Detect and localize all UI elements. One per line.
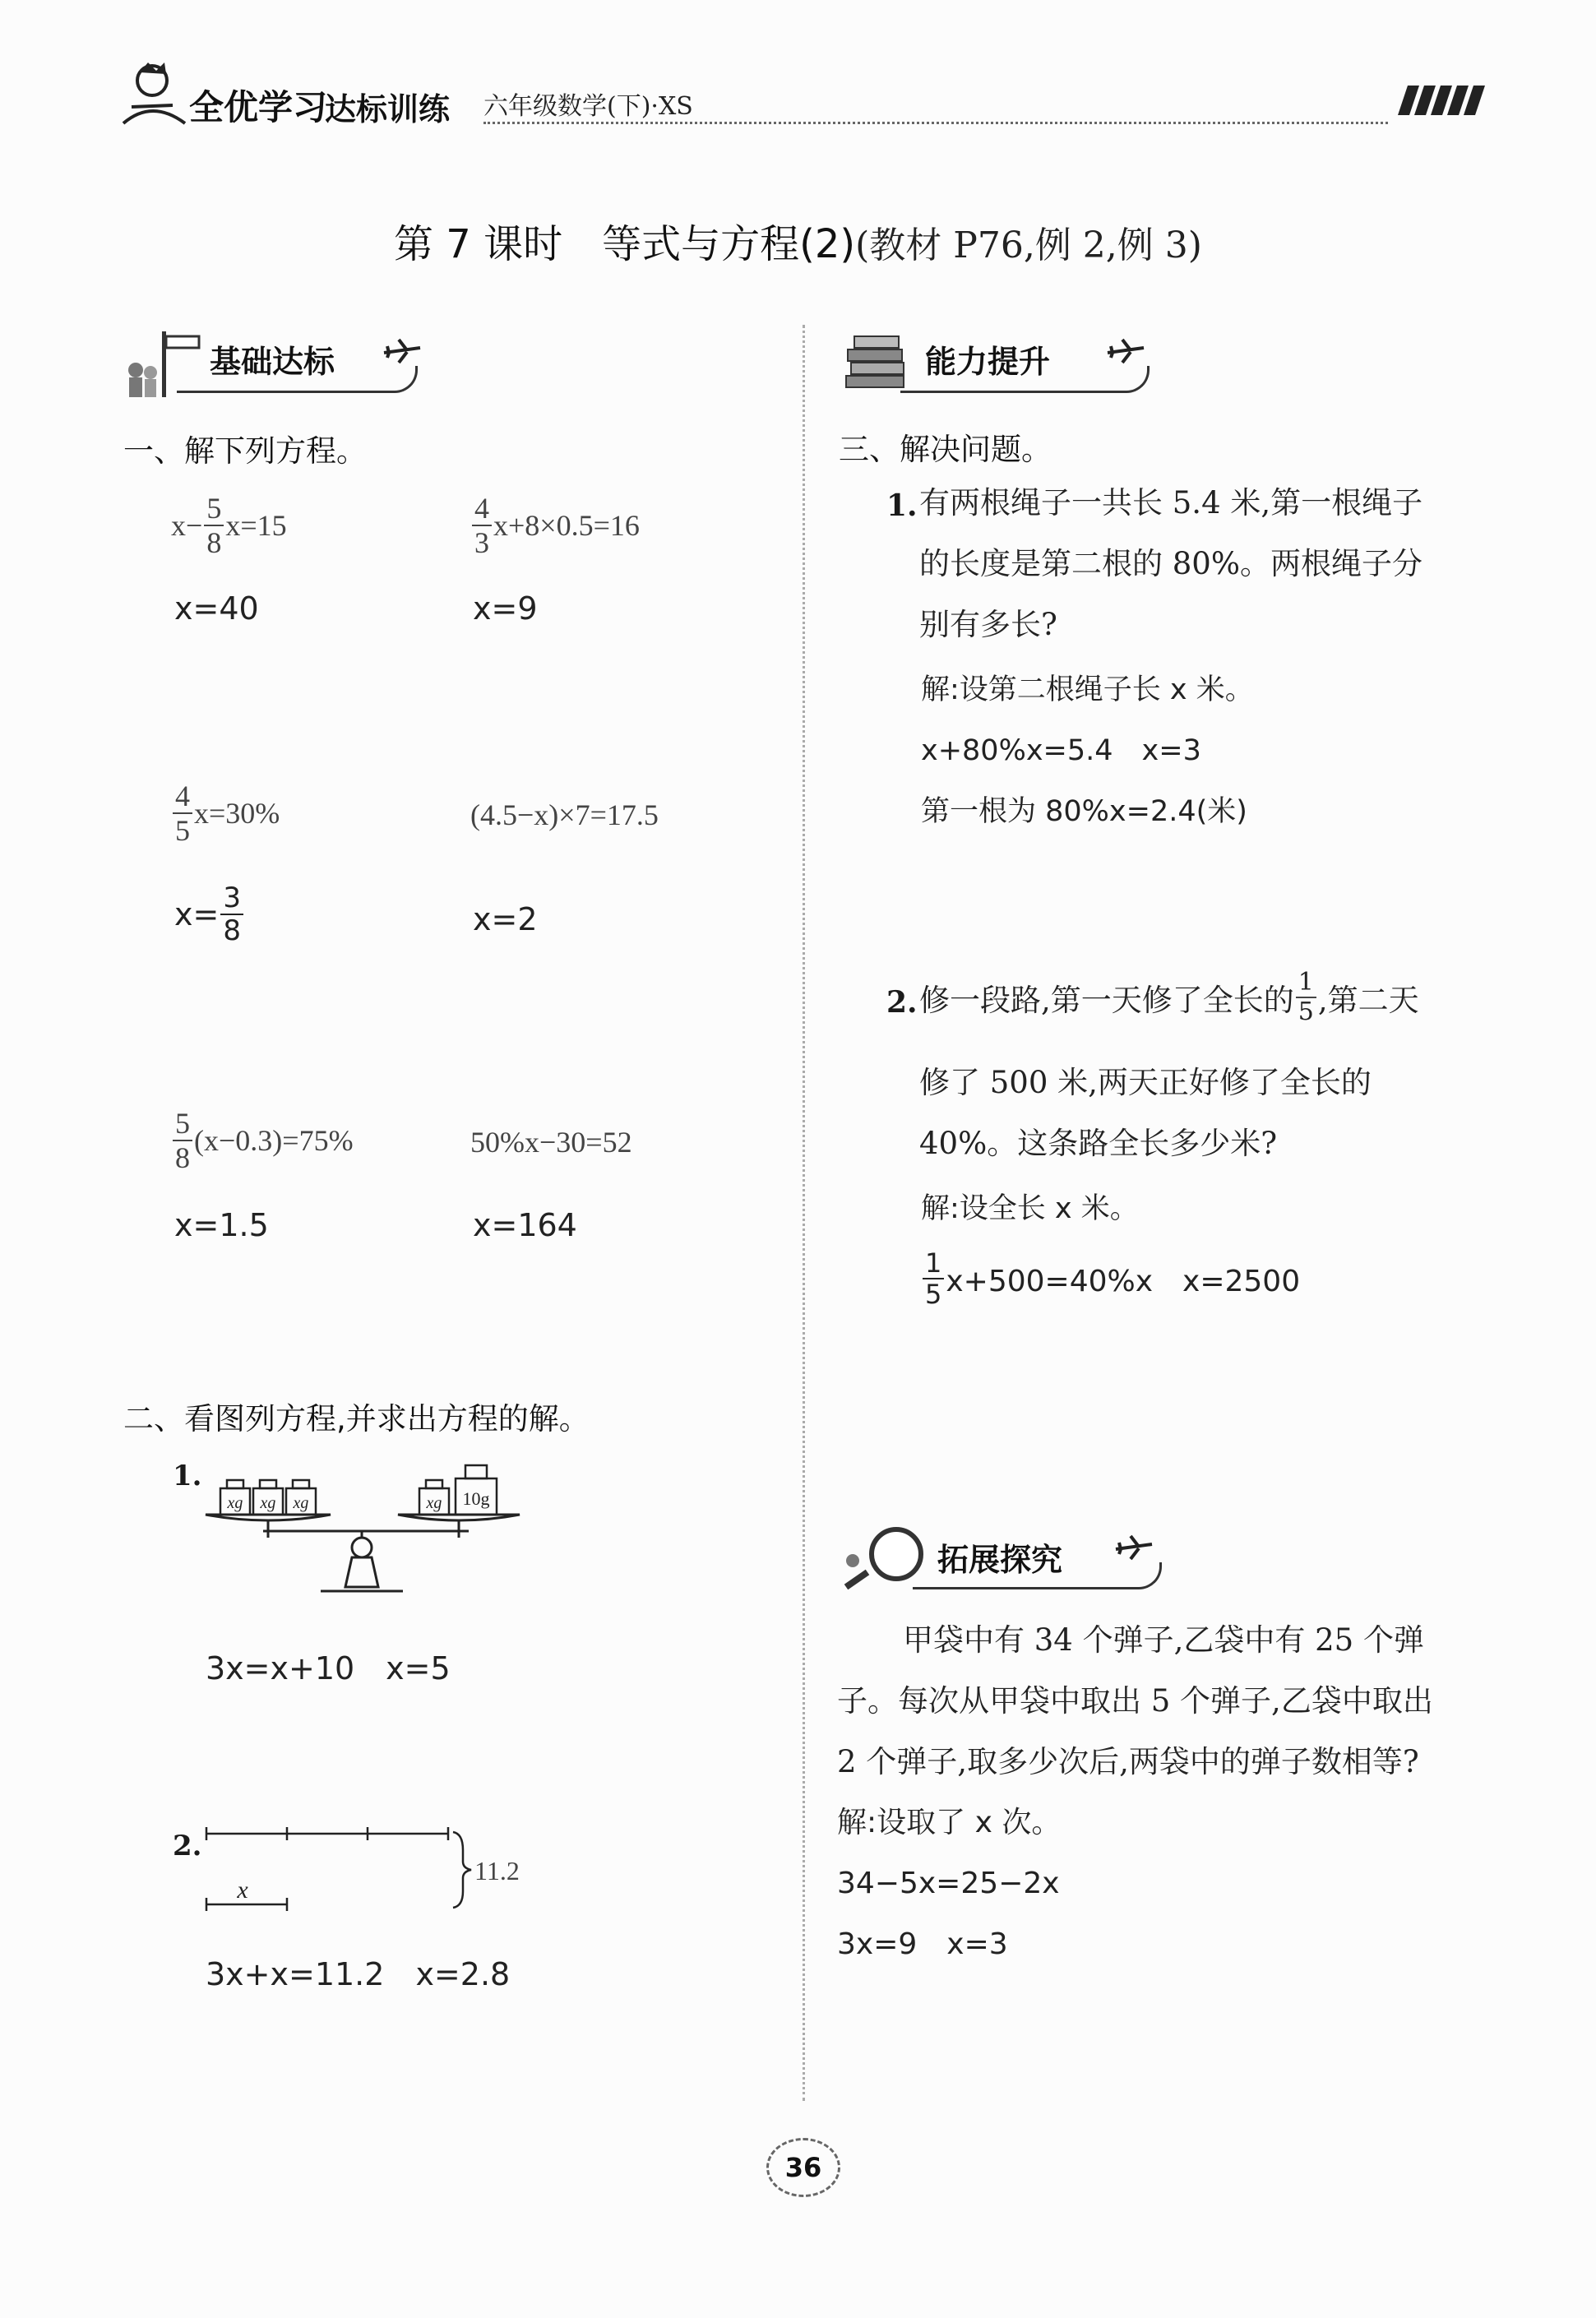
answer-1: x=40 xyxy=(174,590,259,627)
weight-left-1: xg xyxy=(227,1494,243,1512)
page-number: 36 xyxy=(784,2152,822,2183)
column-divider xyxy=(803,325,805,2101)
part2-heading: 二、看图列方程,并求出方程的解。 xyxy=(123,1401,590,1437)
section-badge-basic xyxy=(119,325,432,399)
answer-5: x=1.5 xyxy=(174,1207,269,1243)
title-ref: (教材 P76,例 2,例 3) xyxy=(855,224,1202,266)
eq1-fraction: $\frac{5}{8}$ xyxy=(204,493,224,558)
solution-line: 34−5x=25−2x xyxy=(837,1867,1060,1900)
part3-q1-label: 1. xyxy=(886,488,918,523)
solution-line: 3x=9 x=3 xyxy=(837,1927,1008,1961)
text-line: 甲袋中有 34 个弹子,乙袋中有 25 个弹 xyxy=(903,1622,1424,1658)
plane-icon xyxy=(1114,1531,1155,1564)
answer-6: x=164 xyxy=(473,1207,577,1243)
part3-q1-text xyxy=(919,473,1423,655)
plane-icon xyxy=(382,335,423,368)
equation-5 xyxy=(171,1108,354,1173)
line-segment-figure xyxy=(201,1817,547,1924)
sol2-fraction: $\frac{1}{5}$ xyxy=(923,1250,944,1307)
part3-q2-line1: 修一段路,第一天修了全长的 $\frac{1}{5}$ ,第二天 xyxy=(919,968,1419,1026)
section-title-extend: 拓展探究 xyxy=(937,1542,1063,1578)
series-name: 达标训练 xyxy=(325,91,451,127)
extend-solution xyxy=(837,1793,1061,1975)
eq1-post: x=15 xyxy=(225,509,287,542)
eq1-pre: x− xyxy=(171,509,203,542)
title-main: 第 7 课时 等式与方程(2) xyxy=(394,221,856,267)
page-title xyxy=(0,212,1596,269)
solution-line: 第一根为 80%x=2.4(米) xyxy=(921,795,1247,828)
q2-fraction: $\frac{1}{5}$ xyxy=(1296,970,1316,1025)
solution-line: 解:设第二根绳子长 x 米。 xyxy=(921,673,1254,706)
part3-q2-solution-2: $\frac{1}{5}$ x+500=40%x x=2500 xyxy=(921,1250,1300,1307)
weight-left-2: xg xyxy=(260,1494,276,1512)
stripes-decoration xyxy=(1398,82,1488,123)
section-title-ability: 能力提升 xyxy=(925,344,1051,380)
text-line: 2 个弹子,取多少次后,两袋中的弹子数相等? xyxy=(837,1744,1419,1779)
part1-heading: 一、解下列方程。 xyxy=(123,433,367,469)
header xyxy=(99,58,1497,132)
segment-label: x xyxy=(237,1876,248,1904)
answer-4: x=2 xyxy=(473,901,538,937)
equation-3 xyxy=(171,781,280,845)
text-line: 有两根绳子一共长 5.4 米,第一根绳子 xyxy=(919,485,1423,521)
part2-q2-label: 2. xyxy=(173,1830,202,1862)
total-label: 11.2 xyxy=(474,1856,520,1885)
balance-scale-figure xyxy=(197,1455,526,1612)
answer-2: x=9 xyxy=(473,590,538,627)
plane-icon xyxy=(1106,335,1147,368)
brand-logo: 全优学习 xyxy=(189,87,328,127)
solution-line: 解:设取了 x 次。 xyxy=(837,1806,1062,1839)
eq5-fraction: $\frac{5}{8}$ xyxy=(173,1108,192,1173)
header-dotted-line xyxy=(483,122,1388,124)
mascot-icon xyxy=(107,58,197,132)
extend-question xyxy=(837,1610,1433,1793)
eq2-post: x+8×0.5=16 xyxy=(493,509,640,542)
part2-q1-label: 1. xyxy=(173,1460,202,1492)
solution-line: x+80%x=5.4 x=3 xyxy=(921,734,1201,767)
text-line: 40%。这条路全长多少米? xyxy=(919,1126,1278,1161)
answer-3-fraction: $\frac{3}{8}$ xyxy=(220,884,243,945)
eq3-fraction: $\frac{4}{5}$ xyxy=(173,781,192,845)
subject-label: 六年级数学(下)·XS xyxy=(483,92,693,121)
section-badge-ability xyxy=(835,325,1147,399)
eq2-fraction: $\frac{4}{3}$ xyxy=(472,493,492,558)
part3-heading: 三、解决问题。 xyxy=(839,432,1052,467)
part3-q1-solution xyxy=(921,659,1254,842)
weight-left-3: xg xyxy=(293,1494,309,1512)
section-title-basic: 基础达标 xyxy=(210,344,335,380)
part3-q2-label: 2. xyxy=(886,985,918,1020)
part3-q2-text xyxy=(919,1053,1372,1174)
equation-6: 50%x−30=52 xyxy=(470,1126,632,1159)
eq3-post: x=30% xyxy=(194,797,280,830)
text-line: 子。每次从甲袋中取出 5 个弹子,乙袋中取出 xyxy=(837,1683,1433,1719)
weight-right-small: xg xyxy=(426,1494,442,1512)
equation-4: (4.5−x)×7=17.5 xyxy=(470,798,659,831)
text-line: 的长度是第二根的 80%。两根绳子分 xyxy=(919,546,1423,581)
text-line: 修了 500 米,两天正好修了全长的 xyxy=(919,1065,1372,1100)
part2-q2-answer: 3x+x=11.2 x=2.8 xyxy=(206,1956,511,1992)
part2-q1-answer: 3x=x+10 x=5 xyxy=(206,1650,451,1686)
eq5-post: (x−0.3)=75% xyxy=(194,1124,354,1157)
text-line: 别有多长? xyxy=(919,607,1057,642)
section-badge-extend xyxy=(835,1521,1163,1595)
weight-right-big: 10g xyxy=(462,1488,490,1509)
page-number-badge xyxy=(766,2138,840,2197)
part3-q2-solution-1: 解:设全长 x 米。 xyxy=(921,1192,1139,1225)
equation-2 xyxy=(470,493,640,558)
equation-1 xyxy=(171,493,287,558)
answer-3: x= $\frac{3}{8}$ xyxy=(174,884,245,945)
